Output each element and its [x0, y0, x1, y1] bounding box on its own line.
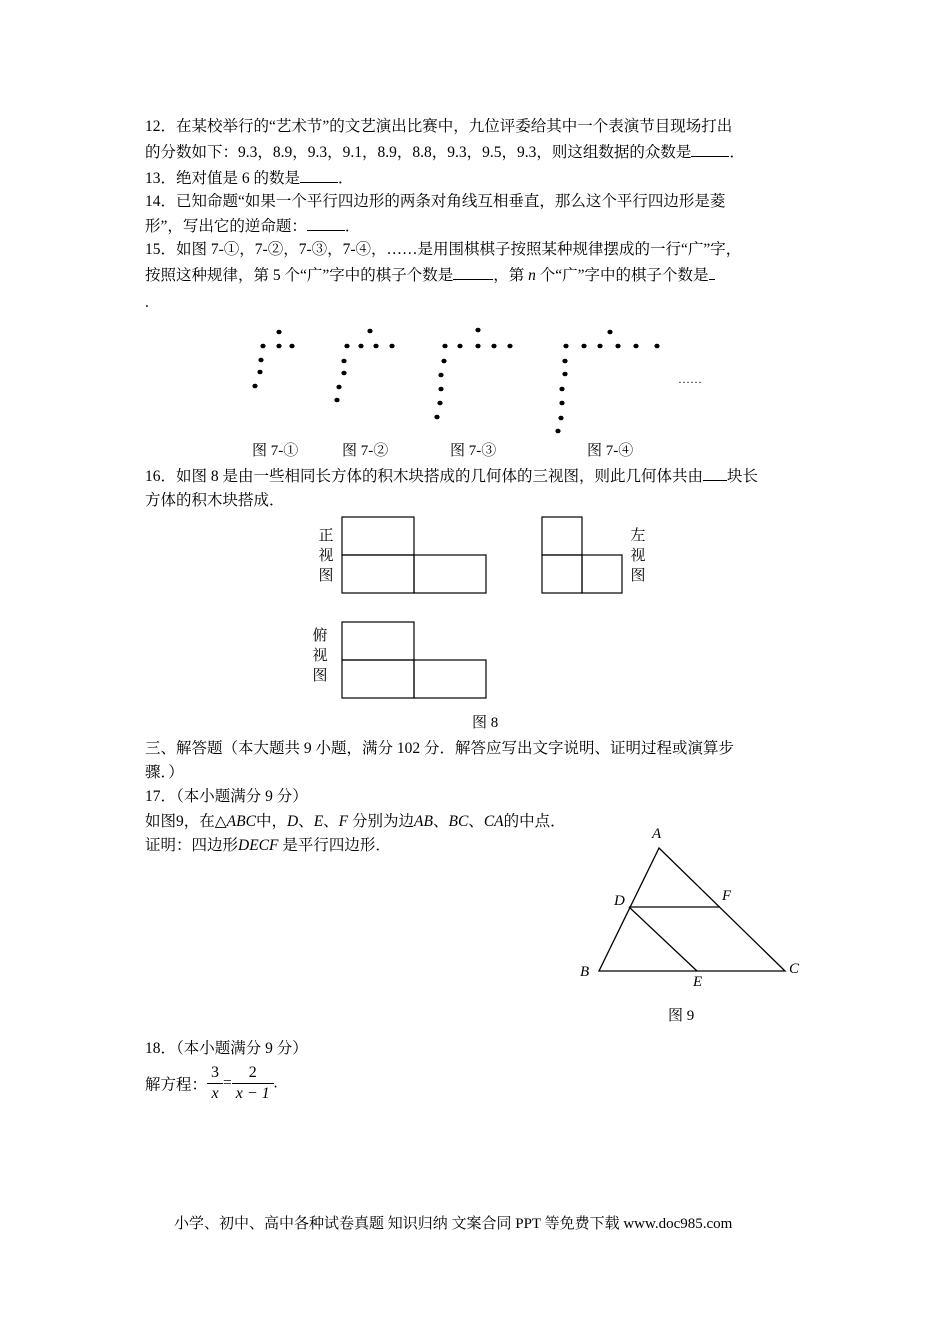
- go-stone: [442, 344, 447, 349]
- t: 的中点．: [503, 813, 566, 830]
- q15-text-b: ，第: [493, 267, 525, 284]
- fig9-triangle: [599, 848, 785, 971]
- q13-text: 13．绝对值是 6 的数是: [145, 170, 301, 187]
- label-char: 正: [318, 528, 334, 544]
- t: 证明：四边形: [145, 837, 239, 854]
- go-stone: [344, 344, 349, 349]
- label-char: 视: [630, 548, 646, 564]
- go-stone: [389, 344, 394, 349]
- q13-line: 13．绝对值是 6 的数是 ．: [145, 170, 354, 187]
- go-stone: [437, 401, 442, 406]
- go-stone: [289, 344, 294, 349]
- go-stone: [367, 329, 372, 334]
- q15-n: n: [528, 267, 536, 284]
- section3-line1: 三、解答题（本大题共 9 小题，满分 102 分．解答应写出文字说明、证明过程或演算步: [145, 740, 735, 757]
- q17-line1: 如图9，在△ABC中，D、E、F 分别为边AB、BC、CA的中点．: [145, 813, 566, 830]
- q16-text-b: 块长: [727, 468, 759, 485]
- q17-line2: [145, 836, 391, 856]
- front-view-box: [342, 555, 414, 593]
- fig7-3-label: 图 7-③: [450, 443, 497, 459]
- go-stone: [563, 344, 568, 349]
- label-char: 视: [318, 548, 334, 564]
- q16-line2: 方体的积木块搭成．: [145, 492, 285, 509]
- q14-text: 形”，写出它的逆命题：: [145, 218, 307, 235]
- q15-text-c: 个“广”字中的棋子个数是: [539, 267, 709, 284]
- t: 如图9，在△: [145, 813, 227, 830]
- go-stone: [491, 344, 496, 349]
- t: 分别为边: [352, 813, 415, 830]
- point-a-label: A: [652, 826, 662, 842]
- go-stone: [633, 344, 638, 349]
- t: F: [338, 813, 349, 830]
- go-stone: [457, 344, 462, 349]
- t: x: [211, 1085, 219, 1102]
- fraction-lhs: [207, 1063, 223, 1104]
- go-stone: [475, 344, 480, 349]
- point-b-label: B: [580, 964, 590, 980]
- fraction-rhs: [232, 1063, 274, 1104]
- q16-text: 16．如图 8 是由一些相同长方体的积木块搭成的几何体的三视图，则此几何体共由: [145, 468, 704, 485]
- t: ABC: [226, 813, 256, 830]
- t: x − 1: [235, 1085, 270, 1102]
- fig7-2-label: 图 7-②: [342, 443, 389, 459]
- t: BC: [448, 813, 469, 830]
- t: E: [313, 813, 324, 830]
- go-stone: [507, 344, 512, 349]
- q18-header: 18．（本小题满分 9 分）: [145, 1040, 308, 1057]
- go-stone: [260, 344, 265, 349]
- q15-line1: 15．如图 7-①，7-②，7-③，7-④，……是用围棋棋子按照某种规律摆成的一行“广”字，: [145, 241, 742, 258]
- q12-line1: 12．在某校举行的“艺术节”的文艺演出比赛中，九位评委给其中一个表演节目现场打出: [145, 118, 733, 135]
- front-view-top-box: [342, 517, 414, 555]
- point-f-label: F: [722, 888, 732, 904]
- fig7-go-stones: [252, 328, 659, 434]
- left-view-top-box: [542, 517, 582, 555]
- label-char: 俯: [312, 628, 328, 644]
- go-stone: [252, 384, 257, 389]
- t: .: [273, 1074, 278, 1092]
- segment-de: [629, 907, 697, 971]
- top-view-label: [312, 626, 328, 686]
- go-stone: [276, 330, 281, 335]
- t: AB: [414, 813, 433, 830]
- left-view-label: [630, 526, 646, 586]
- label-char: 视: [312, 648, 328, 664]
- go-stone: [607, 330, 612, 335]
- go-stone: [257, 370, 262, 375]
- go-stone: [334, 398, 339, 403]
- section3-line2: 骤．）: [145, 764, 184, 781]
- label-char: 左: [630, 528, 646, 544]
- label-char: 图: [312, 668, 328, 684]
- go-stone: [336, 385, 341, 390]
- q16-line1: [145, 466, 758, 487]
- point-c-label: C: [789, 961, 800, 977]
- top-view-box: [414, 660, 486, 698]
- q18-equation: [145, 1063, 278, 1104]
- go-stone: [475, 328, 480, 333]
- go-stone: [358, 344, 363, 349]
- q12-text: 的分数如下：9.3，8.9，9.3，9.1，8.9，8.8，9.3，9.5，9.3，则这组数据的众数是: [145, 144, 692, 161]
- point-d-label: D: [614, 893, 625, 909]
- q12-line2: 的分数如下：9.3，8.9，9.3，9.1，8.9，8.8，9.3，9.5，9.3，则这组数据的众数是 ．: [145, 144, 745, 161]
- go-stone: [555, 429, 560, 434]
- front-view-label: [318, 526, 334, 586]
- footer-text: 小学、初中、高中各种试卷真题 知识归纳 文案合同 PPT 等免费下载 www.doc985.com: [174, 1216, 733, 1232]
- go-stone: [276, 344, 281, 349]
- top-view-box: [342, 660, 414, 698]
- go-stone: [654, 344, 659, 349]
- go-stone: [615, 344, 620, 349]
- q17-header: 17．（本小题满分 9 分）: [145, 788, 308, 805]
- left-view-box: [542, 555, 582, 593]
- point-e-label: E: [693, 974, 703, 990]
- go-stone: [559, 401, 564, 406]
- label-char: 图: [318, 568, 334, 584]
- go-stone: [562, 359, 567, 364]
- go-stone: [373, 344, 378, 349]
- go-stone: [559, 387, 564, 392]
- q15-text-a: 按照这种规律，第 5 个“广”字中的棋子个数是: [145, 267, 454, 284]
- left-view-box: [582, 555, 622, 593]
- go-stone: [562, 372, 567, 377]
- go-stone: [597, 344, 602, 349]
- q16-answer-blank: [703, 466, 727, 481]
- fig7-4-label: 图 7-④: [587, 443, 634, 459]
- q14-line2: 形”，写出它的逆命题： ．: [145, 218, 361, 235]
- front-view-box: [414, 555, 486, 593]
- triangle-abc: [599, 848, 785, 971]
- fig9-caption: 图 9: [668, 1008, 695, 1024]
- label-char: 图: [630, 568, 646, 584]
- go-stone: [441, 359, 446, 364]
- go-stone: [258, 358, 263, 363]
- top-view-box: [342, 622, 414, 660]
- t: 2: [232, 1063, 274, 1084]
- t: 3: [207, 1063, 223, 1084]
- fig7-1-label: 图 7-①: [252, 443, 299, 459]
- t: D: [286, 813, 299, 830]
- fig7-ellipsis: ……: [678, 372, 702, 386]
- go-stone: [438, 373, 443, 378]
- fig8-three-views: [342, 517, 622, 698]
- go-stone: [434, 415, 439, 420]
- fig8-caption: 图 8: [472, 715, 499, 731]
- go-stone: [438, 387, 443, 392]
- t: =: [223, 1074, 232, 1092]
- t: 解方程：: [145, 1076, 208, 1094]
- go-stone: [581, 344, 586, 349]
- q15-period: .: [145, 294, 149, 311]
- t: 中，: [255, 813, 287, 830]
- q14-line1: 14．已知命题“如果一个平行四边形的两条对角线互相垂直，那么这个平行四边形是菱: [145, 193, 726, 210]
- go-stone: [341, 359, 346, 364]
- go-stone: [341, 371, 346, 376]
- t: CA: [483, 813, 504, 830]
- t: 是平行四边形．: [282, 837, 391, 854]
- t: DECF: [238, 837, 279, 854]
- go-stone: [558, 416, 563, 421]
